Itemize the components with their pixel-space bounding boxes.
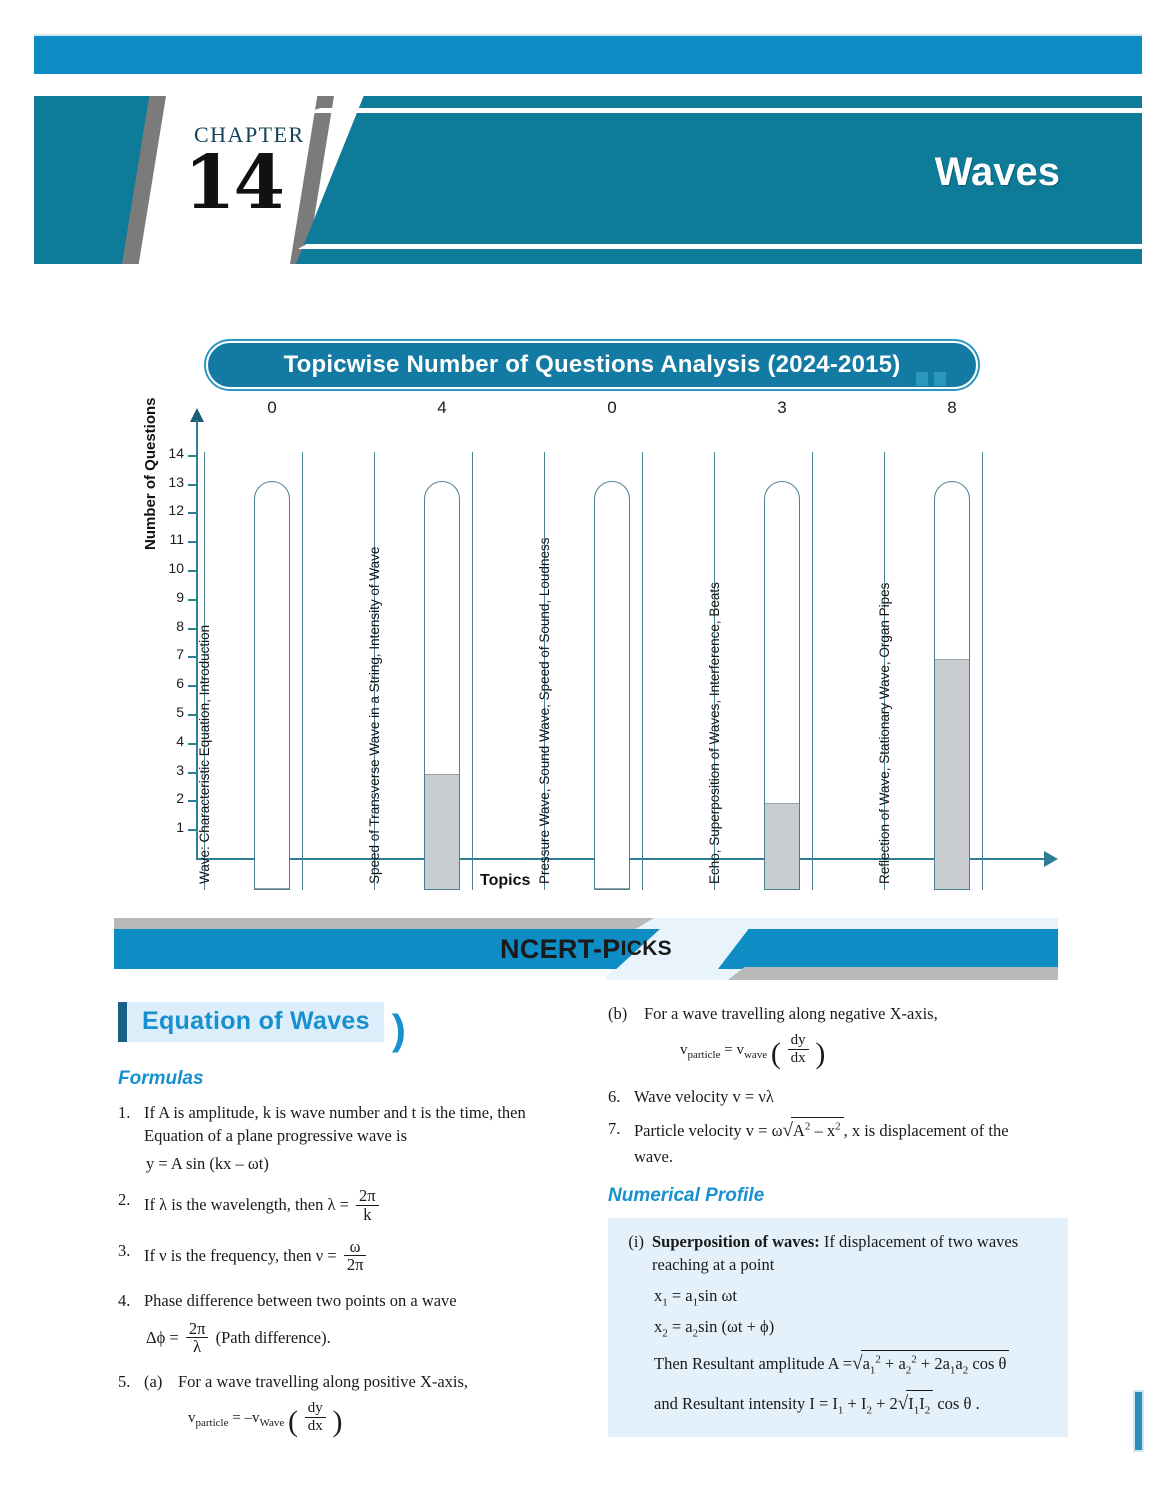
radical-sign-icon: √: [852, 1353, 863, 1375]
numerical-item-i: [616, 1230, 1054, 1423]
numerical-line-1: [652, 1230, 1054, 1253]
eq4-lead: and Resultant intensity I = I: [654, 1394, 838, 1414]
item-line-2: Equation of a plane progressive wave is: [144, 1126, 408, 1146]
item-text: For a wave travelling along negative X-axis,: [644, 1004, 938, 1023]
paren-close: ): [815, 1037, 826, 1071]
item-text: If ν is the frequency, then ν =: [144, 1245, 337, 1265]
eq-mid: = –v: [232, 1410, 260, 1427]
category-label: Reflection of Wave, Stationary Wave, Organ Pipes: [877, 582, 892, 884]
eq3-mid: + a: [880, 1354, 906, 1374]
formula-item-5b: [608, 1002, 1068, 1076]
item-body: [144, 1370, 588, 1449]
banner-label: [114, 918, 1058, 980]
numerical-line-2: reaching at a point: [652, 1255, 775, 1275]
bar-column: [764, 481, 800, 890]
item-equation: [146, 1318, 588, 1357]
item-line-1: If A is amplitude, k is wave number and t is the time, then: [144, 1102, 526, 1122]
eq4-i2-sub: 2: [866, 1404, 872, 1417]
eq1-eq-a: = a: [671, 1285, 693, 1305]
eq4-cos: cos θ .: [933, 1394, 980, 1414]
y-tick-label: 1: [176, 819, 184, 836]
page-title: Waves: [934, 150, 1060, 194]
eq3-a1-sub: 1: [869, 1364, 876, 1377]
item-sublabel: (b): [608, 1004, 628, 1023]
y-tick: [188, 570, 198, 572]
category-label: Echo, Superposition of Waves, Interference, Beats: [707, 582, 722, 884]
item-number: 6.: [608, 1087, 621, 1107]
radicand: [791, 1117, 844, 1142]
radicand: [861, 1350, 1010, 1379]
equation-lead: Δϕ =: [146, 1327, 179, 1347]
bar-column: [594, 481, 630, 890]
item-number: 3.: [118, 1240, 131, 1260]
banner-label-part2: ICKS: [620, 937, 672, 960]
item-number: 5.: [118, 1372, 131, 1392]
item-number: 4.: [118, 1291, 131, 1311]
eq1-a-sub: 1: [692, 1295, 699, 1308]
y-tick-label: 14: [168, 444, 184, 461]
bar-column: [424, 481, 460, 890]
ncert-picks-banner: [114, 918, 1058, 980]
category-label: Wave: Characteristic Equation, Introduction: [197, 624, 212, 884]
y-tick: [188, 484, 198, 486]
formula-item-4: [118, 1289, 588, 1361]
right-column: [608, 1002, 1068, 1437]
paren-open: (: [287, 1405, 298, 1439]
chapter-word: CHAPTER: [194, 122, 305, 147]
y-tick-label: 11: [169, 531, 184, 548]
item-text: Phase difference between two points on a wave: [144, 1291, 457, 1311]
item-text-b: , x is displacement of the: [843, 1121, 1009, 1141]
eq1-x: x: [654, 1285, 663, 1305]
formula-item-6: [608, 1085, 1068, 1108]
item-body: [634, 1117, 1068, 1168]
y-tick: [188, 599, 198, 601]
item-number: 7.: [608, 1119, 621, 1139]
eq2-x-sub: 2: [662, 1326, 668, 1339]
item-body: [144, 1101, 588, 1179]
chapter-number: 14: [184, 140, 283, 226]
formula-item-1: [118, 1101, 588, 1179]
eq3-a2-pow: 2: [911, 1353, 917, 1366]
chart-title: Topicwise Number of Questions Analysis (2024-2015): [283, 351, 901, 378]
item-equation: [188, 1401, 588, 1444]
eq-v: v: [188, 1410, 196, 1427]
bar-fill: [595, 888, 629, 889]
item-body: [144, 1289, 588, 1361]
subhead-formulas: Formulas: [118, 1068, 204, 1089]
item-sublabel: (a): [144, 1372, 163, 1392]
fraction: [788, 1033, 809, 1066]
bar-chart: [142, 397, 1050, 890]
y-tick-label: 2: [176, 790, 184, 807]
paren-open: (: [770, 1037, 781, 1071]
bar-fill: [765, 803, 799, 889]
y-tick-label: 12: [168, 502, 184, 519]
eq2-tail: sin (ωt + ϕ): [698, 1316, 775, 1336]
y-tick-label: 8: [176, 617, 184, 634]
formula-item-2: [118, 1188, 588, 1224]
fraction: [305, 1401, 326, 1434]
eq-mid: = v: [724, 1042, 744, 1059]
bar-value-label: 3: [777, 398, 787, 417]
section-tick: [118, 1002, 127, 1042]
bar-fill: [425, 774, 459, 889]
category-label: Pressure Wave, Sound Wave, Speed of Sound, Loudness: [537, 537, 552, 884]
category-separator: [302, 452, 303, 890]
item-body: [644, 1002, 1068, 1076]
eq4-i1-sub: 1: [837, 1404, 844, 1417]
category-separator: [812, 452, 813, 890]
chapter-header: [34, 96, 1142, 264]
y-tick-label: 6: [176, 675, 184, 692]
y-tick-label: 13: [168, 473, 184, 490]
item-text: For a wave travelling along positive X-axis,: [178, 1372, 469, 1392]
left-column: [118, 1002, 588, 1458]
fraction-denominator: k: [356, 1205, 379, 1224]
x-axis-arrow: [1044, 851, 1058, 867]
eq1-tail: sin ωt: [698, 1285, 737, 1305]
fraction: [356, 1187, 379, 1223]
x-axis-label: Topics: [480, 872, 531, 889]
radicand-mid: – x: [810, 1121, 836, 1141]
section-paren-icon: ): [391, 1006, 406, 1053]
numerical-equation-3: [654, 1350, 1054, 1379]
fraction-denominator: λ: [186, 1337, 209, 1356]
fraction-denominator: dx: [305, 1417, 326, 1435]
bar-value-label: 8: [947, 398, 957, 417]
category-separator: [982, 452, 983, 890]
eq2-a-sub: 2: [692, 1326, 699, 1339]
eq4-r-i1: I: [908, 1394, 914, 1414]
eq-w-subscript: wave: [743, 1049, 768, 1062]
eq2-eq-a: = a: [671, 1316, 693, 1336]
numerical-profile-box: [608, 1218, 1068, 1437]
y-tick-label: 3: [176, 761, 184, 778]
eq-v-subscript: particle: [687, 1049, 721, 1062]
y-tick-label: 7: [176, 646, 184, 663]
radicand-a-power: 2: [804, 1120, 811, 1133]
eq3-a3-sub: 1: [949, 1364, 956, 1377]
radicand-b-power: 2: [835, 1120, 841, 1133]
fraction-denominator: 2π: [344, 1255, 367, 1274]
numerical-equation-1: [654, 1284, 1054, 1311]
eq2-x: x: [654, 1316, 663, 1336]
eq3-tail: + 2a: [916, 1354, 950, 1374]
pill-tab-1: [916, 372, 928, 386]
eq-w-subscript: Wave: [259, 1417, 285, 1430]
item-equation: y = A sin (kx – ωt): [146, 1153, 269, 1173]
banner-label-part1: NCERT-P: [500, 933, 621, 964]
bar-column: [934, 481, 970, 890]
fraction: [344, 1238, 367, 1274]
eq3-a1: a: [862, 1354, 870, 1374]
fraction: [186, 1320, 209, 1356]
item-body: [144, 1236, 588, 1275]
section-heading-equation-of-waves: [118, 1002, 406, 1053]
y-tick-label: 5: [176, 704, 184, 720]
y-axis-label: Number of Questions: [142, 397, 159, 550]
fraction-numerator: ω: [349, 1236, 361, 1256]
header-stripe-top: [304, 108, 1142, 113]
eq-v: v: [680, 1042, 688, 1059]
equation-tail: (Path difference).: [215, 1327, 331, 1347]
eq3-lead: Then Resultant amplitude A =: [654, 1354, 853, 1374]
radical-sign-icon: √: [897, 1393, 909, 1415]
fraction-denominator: dx: [788, 1049, 809, 1067]
item-text-c: wave.: [634, 1147, 673, 1167]
y-tick-label: 9: [176, 588, 184, 605]
numerical-bold-term: Superposition of waves:: [652, 1231, 820, 1251]
section-heading-label: Equation of Waves: [142, 1007, 370, 1036]
eq3-a4-sub: 2: [962, 1364, 969, 1377]
subhead-numerical-profile: Numerical Profile: [608, 1184, 765, 1206]
formula-item-5: [118, 1370, 588, 1449]
item-number: 1.: [118, 1102, 131, 1122]
eq4-tail: + 2: [871, 1394, 898, 1414]
numerical-equation-4: [654, 1390, 1054, 1419]
header-stripe-bottom: [298, 244, 1142, 249]
item-number: 2.: [118, 1190, 131, 1210]
bar-fill: [255, 888, 289, 889]
category-label: Speed of Transverse Wave in a String, Intensity of Wave: [367, 546, 382, 884]
radical-sign-icon: √: [782, 1120, 793, 1142]
y-tick: [188, 512, 198, 514]
eq4-r-i2-sub: 2: [924, 1404, 931, 1417]
item-text: If λ is the wavelength, then λ =: [144, 1195, 349, 1215]
bar-column: [254, 481, 290, 890]
item-body: [652, 1230, 1054, 1423]
bar-fill: [935, 659, 969, 889]
eq-v-subscript: particle: [195, 1417, 229, 1430]
numerical-equation-2: [654, 1315, 1054, 1342]
eq3-a4: a: [955, 1354, 963, 1374]
bar-value-label: 0: [607, 398, 617, 417]
fraction-numerator: 2π: [359, 1186, 376, 1206]
radicand: [906, 1390, 933, 1419]
item-text-a: Particle velocity v = ω: [634, 1121, 783, 1141]
eq3-a1-pow: 2: [875, 1353, 881, 1366]
fraction-numerator: 2π: [188, 1318, 206, 1338]
fraction-numerator: dy: [790, 1032, 806, 1049]
chapter-number-area: [154, 96, 314, 264]
y-tick-label: 4: [176, 732, 184, 749]
y-tick: [188, 455, 198, 457]
item-body: Wave velocity v = νλ: [634, 1087, 774, 1107]
category-separator: [642, 452, 643, 890]
item-label: (i): [628, 1231, 644, 1251]
eq3-cos: cos θ: [968, 1354, 1007, 1374]
formula-item-3: [118, 1236, 588, 1275]
item-body: [144, 1188, 588, 1224]
pill-tab-2: [934, 372, 946, 386]
y-tick: [188, 541, 198, 543]
y-tick-label: 10: [168, 560, 184, 576]
category-separator: [472, 452, 473, 890]
eq1-x-sub: 1: [662, 1295, 668, 1308]
radicand-a: A: [792, 1121, 805, 1141]
formula-item-7: [608, 1117, 1068, 1168]
top-accent-bar: [34, 34, 1142, 74]
item-equation: [680, 1033, 1068, 1076]
eq3-a2-sub: 2: [905, 1364, 912, 1377]
bottom-corner-accent: [1133, 1390, 1144, 1452]
paren-close: ): [332, 1405, 343, 1439]
eq4-mid: + I: [843, 1394, 867, 1414]
bar-value-label: 4: [437, 398, 447, 417]
eq4-r-i1-sub: 1: [913, 1404, 920, 1417]
chart-title-pill: [206, 341, 978, 389]
eq4-r-i2: I: [919, 1394, 925, 1414]
bar-value-label: 0: [267, 398, 277, 417]
fraction-numerator: dy: [307, 1400, 323, 1417]
numerical-text-1: If displacement of two waves: [823, 1231, 1019, 1251]
